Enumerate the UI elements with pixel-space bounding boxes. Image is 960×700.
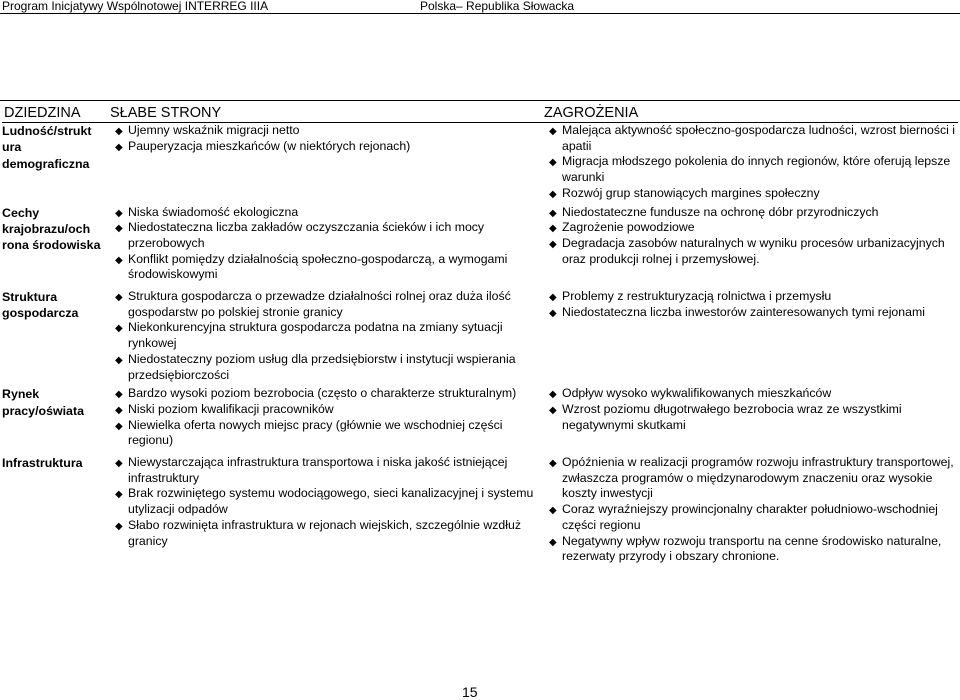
list-item-text: Niewielka oferta nowych miejsc pracy (głównie we wschodniej części regionu) xyxy=(128,417,503,448)
list-item-text: Coraz wyraźniejszy prowincjonalny charakter południowo-wschodniej części regionu xyxy=(562,502,938,532)
weaknesses-cell xyxy=(108,123,542,205)
weaknesses-cell xyxy=(108,289,542,386)
weaknesses-list xyxy=(108,289,542,383)
threats-list xyxy=(542,386,958,433)
list-item-text: Wzrost poziomu długotrwałego bezrobocia wraz ze wszystkimi negatywnymi skutkami xyxy=(562,401,902,432)
domain-cell: Ludność/strukt ura demograficzna xyxy=(2,124,92,171)
list-item-text: Niedostateczny poziom usług dla przedsiębiorstw i instytucji wspierania przedsiębiorczości xyxy=(128,351,516,382)
list-item-text: Zagrożenie powodziowe xyxy=(562,220,695,235)
table-row xyxy=(2,386,958,455)
threats-cell xyxy=(542,205,958,290)
list-item-text: Ujemny wskaźnik migracji netto xyxy=(128,123,300,137)
list-item xyxy=(542,220,958,236)
diamond-bullet-icon: ◆ xyxy=(115,520,123,532)
list-item-text: Słabo rozwinięta infrastruktura w rejonach wiejskich, szczególnie wzdłuż granicy xyxy=(128,517,521,548)
column-header-weaknesses: SŁABE STRONY xyxy=(110,105,222,121)
diamond-bullet-icon: ◆ xyxy=(549,389,557,401)
diamond-bullet-icon: ◆ xyxy=(549,505,557,517)
weaknesses-cell xyxy=(108,205,542,290)
threats-cell xyxy=(542,455,958,568)
list-item-text: Opóźnienia w realizacji programów rozwoju infrastruktury transportowej, zwłaszcza programów o międzynarodowym znaczeniu oraz wysokie koszty inwestycji xyxy=(562,455,954,501)
weaknesses-cell xyxy=(108,455,542,568)
list-item-text: Niska świadomość ekologiczna xyxy=(128,204,299,219)
list-item-text: Degradacja zasobów naturalnych w wyniku procesów urbanizacyjnych oraz produkcji rolnej i przemysłowej. xyxy=(562,235,945,266)
list-item xyxy=(108,252,542,283)
diamond-bullet-icon: ◆ xyxy=(115,141,123,153)
list-item xyxy=(108,486,542,517)
list-item xyxy=(108,220,542,251)
list-item xyxy=(108,455,542,486)
threats-list xyxy=(542,455,958,565)
diamond-bullet-icon: ◆ xyxy=(549,188,557,200)
list-item xyxy=(108,402,542,418)
diamond-bullet-icon: ◆ xyxy=(115,354,123,366)
domain-cell: Cechy krajobrazu/och rona środowiska xyxy=(2,205,101,253)
table-body xyxy=(2,123,958,568)
list-item-text: Bardzo wysoki poziom bezrobocia (często o charakterze strukturalnym) xyxy=(128,386,517,401)
list-item xyxy=(108,123,542,139)
list-item-text: Konflikt pomiędzy działalnością społeczno-gospodarczą, a wymogami środowiskowymi xyxy=(128,251,508,282)
table-row xyxy=(2,455,958,568)
diamond-bullet-icon: ◆ xyxy=(115,404,123,416)
table-header-row xyxy=(2,104,958,123)
diamond-bullet-icon: ◆ xyxy=(115,389,123,401)
threats-cell xyxy=(542,386,958,455)
list-item-text: Struktura gospodarcza o przewadze działalności rolnej oraz duża ilość gospodarstw po polskiej stronie granicy xyxy=(128,289,511,319)
list-item xyxy=(108,518,542,549)
diamond-bullet-icon: ◆ xyxy=(115,489,123,501)
list-item xyxy=(108,139,542,155)
page-header xyxy=(0,0,960,14)
page-number: 15 xyxy=(462,684,478,700)
diamond-bullet-icon: ◆ xyxy=(549,458,557,470)
threats-list xyxy=(542,289,958,320)
diamond-bullet-icon: ◆ xyxy=(115,207,123,219)
list-item xyxy=(542,455,958,502)
list-item xyxy=(108,289,542,320)
diamond-bullet-icon: ◆ xyxy=(115,420,123,432)
weaknesses-list xyxy=(108,123,542,154)
diamond-bullet-icon: ◆ xyxy=(549,238,557,250)
diamond-bullet-icon: ◆ xyxy=(549,307,557,319)
diamond-bullet-icon: ◆ xyxy=(549,157,557,169)
diamond-bullet-icon: ◆ xyxy=(549,223,557,235)
list-item xyxy=(108,352,542,383)
weaknesses-list xyxy=(108,386,542,449)
header-region-title: Polska– Republika Słowacka xyxy=(420,0,575,13)
diamond-bullet-icon: ◆ xyxy=(115,323,123,335)
list-item xyxy=(542,534,958,565)
list-item xyxy=(108,418,542,449)
list-item xyxy=(542,502,958,533)
list-item xyxy=(108,205,542,221)
diamond-bullet-icon: ◆ xyxy=(115,223,123,235)
domain-cell: Struktura gospodarcza xyxy=(2,290,79,321)
list-item xyxy=(108,386,542,402)
list-item xyxy=(108,320,542,351)
diamond-bullet-icon: ◆ xyxy=(115,292,123,304)
list-item xyxy=(542,154,958,185)
list-item xyxy=(542,205,958,221)
diamond-bullet-icon: ◆ xyxy=(549,292,557,304)
column-header-domain: DZIEDZINA xyxy=(4,105,81,121)
threats-list xyxy=(542,123,958,202)
list-item-text: Problemy z restrukturyzacją rolnictwa i przemysłu xyxy=(562,289,832,304)
list-item xyxy=(542,123,958,154)
list-item-text: Negatywny wpływ rozwoju transportu na cenne środowisko naturalne, rezerwaty przyrody i obszary chronione. xyxy=(562,533,942,564)
table-row xyxy=(2,123,958,205)
list-item xyxy=(542,289,958,305)
diamond-bullet-icon: ◆ xyxy=(115,254,123,266)
diamond-bullet-icon: ◆ xyxy=(549,536,557,548)
threats-list xyxy=(542,205,958,268)
weaknesses-list xyxy=(108,205,542,284)
domain-cell: Rynek pracy/oświata xyxy=(2,387,84,418)
weaknesses-cell xyxy=(108,386,542,455)
header-program-title: Program Inicjatywy Wspólnotowej INTERREG IIIA xyxy=(2,0,269,13)
list-item xyxy=(542,186,958,202)
swot-table xyxy=(2,104,958,568)
column-header-threats: ZAGROŻENIA xyxy=(544,105,639,121)
table-row xyxy=(2,289,958,386)
header-divider xyxy=(0,13,960,14)
weaknesses-list xyxy=(108,455,542,549)
list-item-text: Odpływ wysoko wykwalifikowanych mieszkańców xyxy=(562,386,832,401)
diamond-bullet-icon: ◆ xyxy=(115,126,123,137)
threats-cell xyxy=(542,123,958,205)
diamond-bullet-icon: ◆ xyxy=(549,207,557,219)
list-item-text: Niski poziom kwalifikacji pracowników xyxy=(128,401,334,416)
list-item xyxy=(542,236,958,267)
list-item-text: Pauperyzacja mieszkańców (w niektórych rejonach) xyxy=(128,138,411,153)
list-item-text: Migracja młodszego pokolenia do innych regionów, które oferują lepsze warunki xyxy=(562,154,951,185)
diamond-bullet-icon: ◆ xyxy=(549,404,557,416)
list-item-text: Malejąca aktywność społeczno-gospodarcza ludności, wzrost bierności i apatii xyxy=(562,123,956,153)
list-item-text: Rozwój grup stanowiących margines społeczny xyxy=(562,185,820,200)
threats-cell xyxy=(542,289,958,386)
list-item-text: Niewystarczająca infrastruktura transportowa i niska jakość istniejącej infrastruktury xyxy=(128,455,508,485)
table-row xyxy=(2,205,958,290)
list-item-text: Niedostateczna liczba zakładów oczyszczania ścieków i ich mocy przerobowych xyxy=(128,220,485,250)
list-item-text: Niekonkurencyjna struktura gospodarcza podatna na zmiany sytuacji rynkowej xyxy=(128,320,503,351)
diamond-bullet-icon: ◆ xyxy=(115,458,123,470)
list-item xyxy=(542,386,958,402)
list-item-text: Niedostateczne fundusze na ochronę dóbr przyrodniczych xyxy=(562,204,879,219)
table-top-rule xyxy=(0,100,960,101)
list-item-text: Niedostateczna liczba inwestorów zainteresowanych tymi rejonami xyxy=(562,304,925,319)
list-item xyxy=(542,402,958,433)
list-item-text: Brak rozwiniętego systemu wodociągowego, sieci kanalizacyjnej i systemu utylizacji odpadów xyxy=(128,486,534,517)
diamond-bullet-icon: ◆ xyxy=(549,126,557,137)
domain-cell: Infrastruktura xyxy=(2,456,83,471)
list-item xyxy=(542,305,958,321)
